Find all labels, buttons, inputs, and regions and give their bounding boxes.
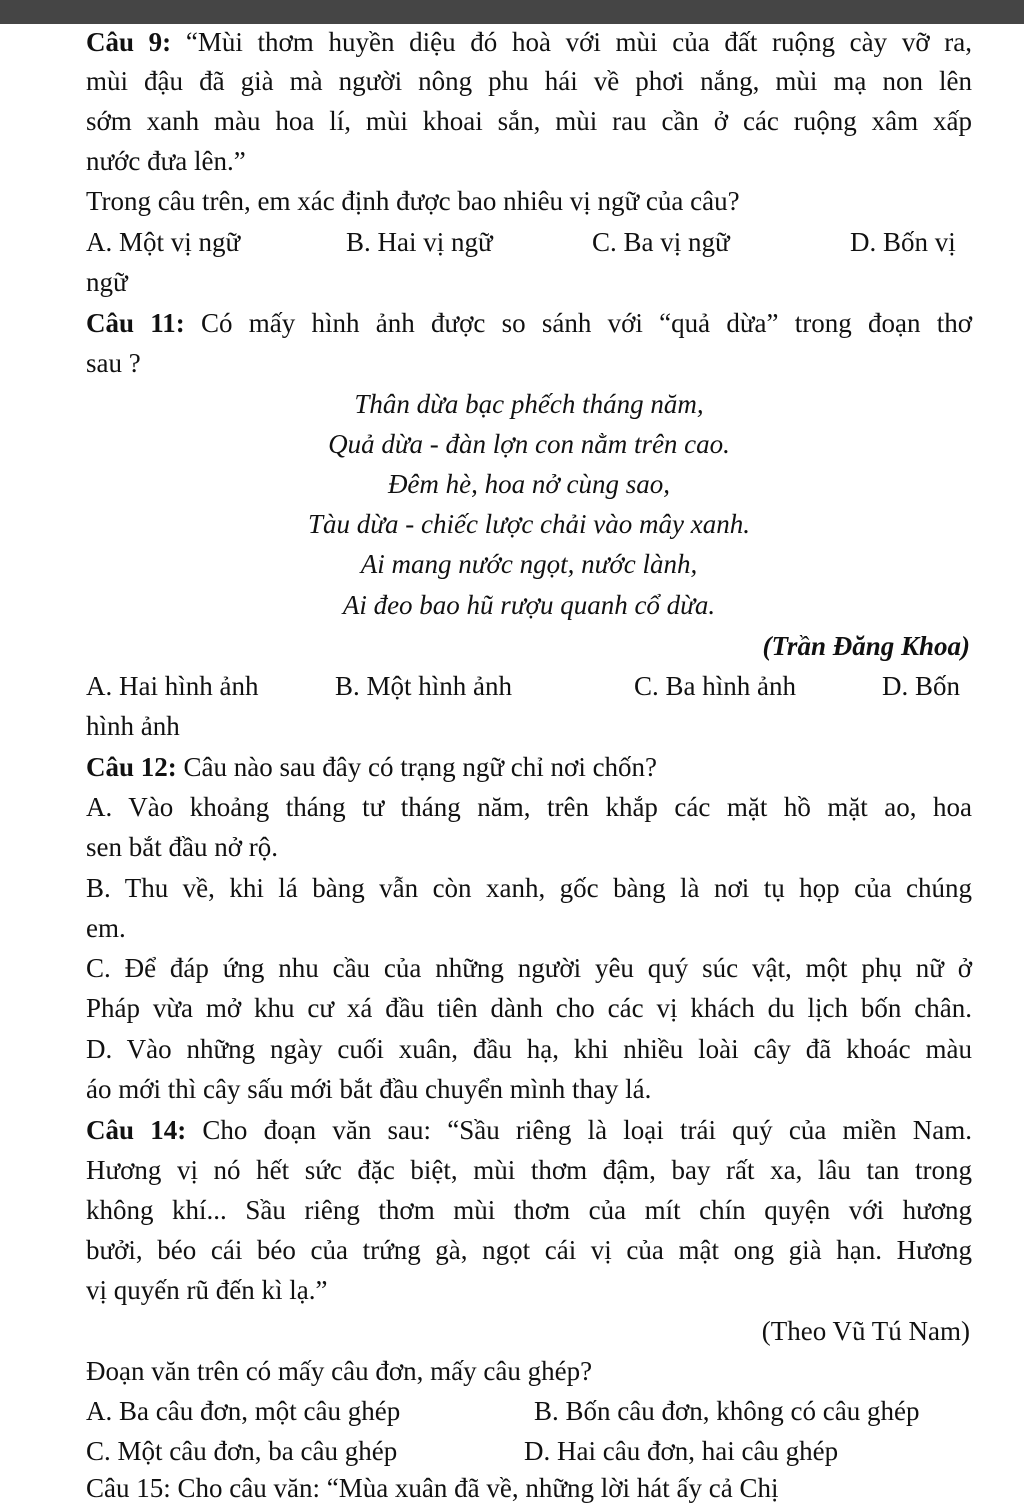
q14-line-1: Câu 14: Cho đoạn văn sau: “Sầu riêng là loại trái quý của miền Nam. xyxy=(86,1115,972,1145)
q11-line-1: Câu 11: Có mấy hình ảnh được so sánh với “quả dừa” trong đoạn thơ xyxy=(86,308,972,338)
window-top-bar xyxy=(0,0,1024,24)
q11-option-b: B. Một hình ảnh xyxy=(335,671,513,701)
poem-line-5: Ai mang nước ngọt, nước lành, xyxy=(360,549,698,579)
q9-line-3: sớm xanh màu hoa lí, mùi khoai sắn, mùi rau cần ở các ruộng xâm xấp xyxy=(86,106,972,136)
q9-line-2: mùi đậu đã già mà người nông phu hái về phơi nắng, mùi mạ non lên xyxy=(86,66,972,96)
q14-line-3: không khí... Sầu riêng thơm mùi thơm của mít chín quyện với hương xyxy=(86,1195,972,1225)
q9-option-c: C. Ba vị ngữ xyxy=(592,227,730,257)
poem-line-6: Ai đeo bao hũ rượu quanh cổ dừa. xyxy=(342,590,716,620)
q12-option-c-line-1: C. Để đáp ứng nhu cầu của những người yêu quý súc vật, một phụ nữ ở xyxy=(86,953,972,983)
q11-option-c: C. Ba hình ảnh xyxy=(634,671,796,701)
poem-line-2: Quả dừa - đàn lợn con nằm trên cao. xyxy=(328,429,730,459)
q11-option-a: A. Hai hình ảnh xyxy=(86,671,259,701)
q9-option-d-cont: ngữ xyxy=(86,267,128,297)
q14-source: (Theo Vũ Tú Nam) xyxy=(761,1316,970,1346)
q12-line-1: Câu 12: Câu nào sau đây có trạng ngữ chỉ nơi chốn? xyxy=(86,752,658,782)
q14-option-a: A. Ba câu đơn, một câu ghép xyxy=(86,1396,401,1426)
q14-line-2: Hương vị nó hết sức đặc biệt, mùi thơm đậm, bay rất xa, lâu tan trong xyxy=(86,1155,972,1185)
q14-line-5: vị quyến rũ đến kì lạ.” xyxy=(86,1275,328,1305)
q12-option-d-line-1: D. Vào những ngày cuối xuân, đầu hạ, khi nhiều loài cây đã khoác màu xyxy=(86,1034,972,1064)
q11-label: Câu 11: xyxy=(86,308,185,338)
q9-line-4: nước đưa lên.” xyxy=(86,146,246,176)
poem-line-4: Tàu dừa - chiếc lược chải vào mây xanh. xyxy=(308,509,750,539)
q12-option-d-line-2: áo mới thì cây sấu mới bắt đầu chuyển mình thay lá. xyxy=(86,1074,652,1104)
q11-option-d-cont: hình ảnh xyxy=(86,711,180,741)
q11-option-d: D. Bốn xyxy=(882,671,961,701)
q9-option-b: B. Hai vị ngữ xyxy=(346,227,493,257)
q12-option-b-line-1: B. Thu về, khi lá bàng vẫn còn xanh, gốc bàng là nơi tụ họp của chúng xyxy=(86,873,972,903)
q14-option-d: D. Hai câu đơn, hai câu ghép xyxy=(524,1436,839,1466)
q11-line-2: sau ? xyxy=(86,348,141,378)
q14-option-c: C. Một câu đơn, ba câu ghép xyxy=(86,1436,398,1466)
q14-label: Câu 14: xyxy=(86,1115,187,1145)
q9-line-1: Câu 9: “Mùi thơm huyền diệu đó hoà với mùi của đất ruộng cày vỡ ra, xyxy=(86,27,972,57)
q12-option-a-line-1: A. Vào khoảng tháng tư tháng năm, trên khắp các mặt hồ mặt ao, hoa xyxy=(86,792,972,822)
poem-author: (Trần Đăng Khoa) xyxy=(762,631,970,661)
q9-question: Trong câu trên, em xác định được bao nhiêu vị ngữ của câu? xyxy=(86,186,740,216)
q9-option-d: D. Bốn vị xyxy=(850,227,956,257)
q12-option-a-line-2: sen bắt đầu nở rộ. xyxy=(86,832,278,862)
q14-line-4: bưởi, béo cái béo của trứng gà, ngọt cái vị của mật ong già hạn. Hương xyxy=(86,1235,972,1265)
cutoff-next-question: Câu 15: Cho câu văn: “Mùa xuân đã về, những lời hát ấy cả Chị xyxy=(86,1473,779,1503)
q12-option-c-line-2: Pháp vừa mở khu cư xá đầu tiên dành cho các vị khách du lịch bốn chân. xyxy=(86,993,972,1023)
q14-option-b: B. Bốn câu đơn, không có câu ghép xyxy=(534,1396,920,1426)
poem-line-1: Thân dừa bạc phếch tháng năm, xyxy=(354,389,704,419)
q14-question: Đoạn văn trên có mấy câu đơn, mấy câu ghép? xyxy=(86,1356,593,1386)
q12-option-b-line-2: em. xyxy=(86,913,126,943)
q9-option-a: A. Một vị ngữ xyxy=(86,227,241,257)
q9-label: Câu 9: xyxy=(86,27,172,57)
poem-line-3: Đêm hè, hoa nở cùng sao, xyxy=(387,469,671,499)
q12-label: Câu 12: xyxy=(86,752,177,782)
